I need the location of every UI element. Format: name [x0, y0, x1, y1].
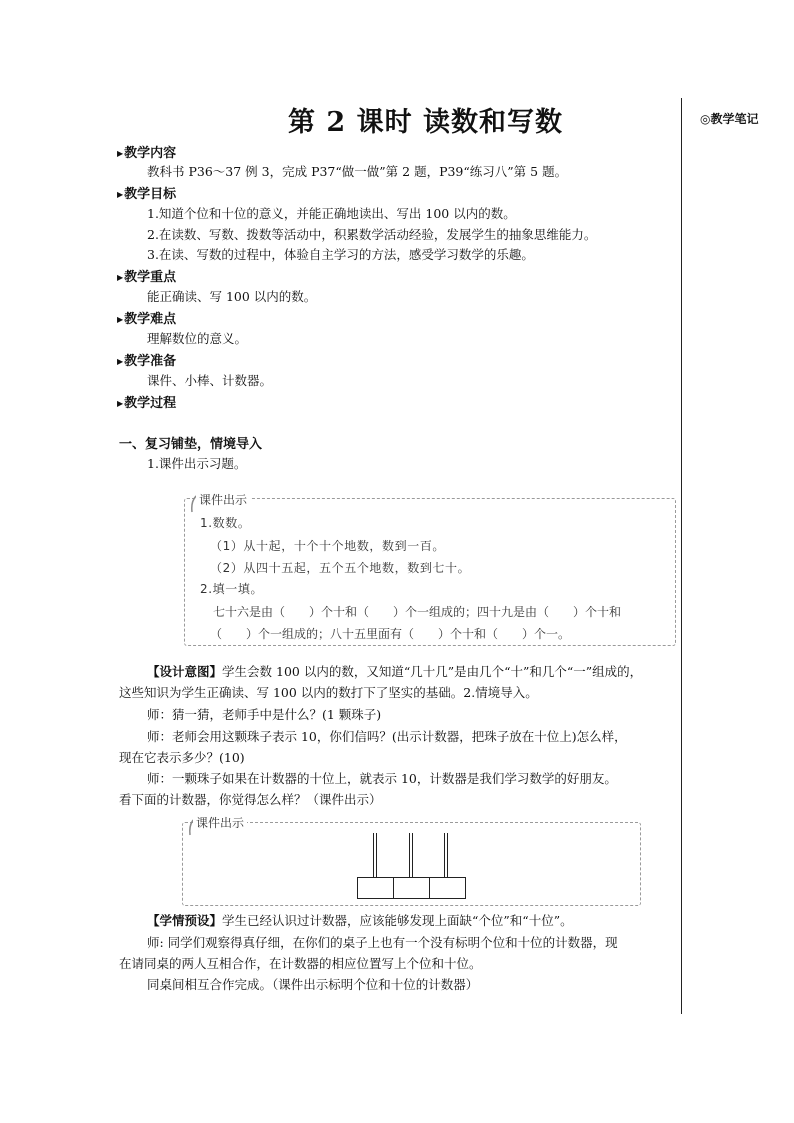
difficulty-text: 理解数位的意义。 [147, 331, 248, 346]
prediction-line: 师: 同学们观察得真仔细，在你们的桌子上也有一个没有标明个位和十位的计数器，现 [147, 935, 618, 950]
triangle-bullet-icon: ▶ [117, 356, 124, 366]
box-line: （1）从十起，十个十个地数，数到一百。 [210, 539, 446, 553]
content-text: 教科书 P36～37 例 3，完成 P37“做一做”第 2 题，P39“练习八”第 5 题。 [147, 164, 568, 179]
key-text: 能正确读、写 100 以内的数。 [147, 289, 317, 304]
design-intent-line: 这些知识为学生正确读、写 100 以内的数打下了坚实的基础。2.情境导入。 [119, 685, 538, 700]
prep-text: 课件、小棒、计数器。 [147, 373, 273, 388]
counter-rod [444, 833, 448, 878]
triangle-bullet-icon: ▶ [117, 148, 124, 158]
dialogue-line: 师：老师会用这颗珠子表示 10，你们信吗？(出示计数器，把珠子放在十位上)怎么样， [147, 729, 627, 744]
dialogue-line: 师：猜一猜，老师手中是什么？(1 颗珠子) [147, 707, 382, 722]
section-heading-goals: ▶教学目标 [117, 187, 177, 202]
dialogue-line: 现在它表示多少？(10) [119, 750, 245, 765]
design-intent-line: 【设计意图】学生会数 100 以内的数，又知道“几十几”是由几个“十”和几个“一”组成的， [147, 664, 643, 679]
dialogue-line: 师：一颗珠子如果在计数器的十位上，就表示 10，计数器是我们学习数学的好朋友。 [147, 771, 617, 786]
triangle-bullet-icon: ▶ [117, 189, 124, 199]
section-heading-content: ▶教学内容 [117, 146, 177, 161]
teaching-notes-label: ◎教学笔记 [700, 112, 759, 126]
courseware-label: 课件出示 [193, 814, 247, 831]
prediction-line: 【学情预设】学生已经认识过计数器，应该能够发现上面缺“个位”和“十位”。 [147, 913, 573, 928]
counter-cell-divider [429, 878, 430, 898]
prediction-line: 同桌间相互合作完成。（课件出示标明个位和十位的计数器） [147, 977, 479, 992]
counter-cell-divider [393, 878, 394, 898]
section-heading-process: ▶教学过程 [117, 396, 177, 411]
dialogue-line: 看下面的计数器，你觉得怎么样？（课件出示） [119, 792, 382, 807]
part1-step1: 1.课件出示习题。 [147, 456, 247, 471]
box-line: （ ）个一组成的；八十五里面有（ ）个十和（ ）个一。 [210, 627, 571, 641]
goal-item: 3.在读、写数的过程中，体验自主学习的方法，感受学习数学的乐趣。 [147, 247, 534, 262]
courseware-label: 课件出示 [196, 491, 250, 508]
margin-divider [681, 98, 682, 1014]
box-line: 1.数数。 [200, 516, 251, 530]
counter-rod [409, 833, 413, 878]
box-line: （2）从四十五起，五个五个地数，数到七十。 [210, 561, 471, 575]
triangle-bullet-icon: ▶ [117, 398, 124, 408]
abacus-counter-base [357, 877, 466, 899]
design-intent-tag: 【设计意图】 [147, 664, 223, 679]
triangle-bullet-icon: ▶ [117, 314, 124, 324]
section-heading-key: ▶教学重点 [117, 270, 177, 285]
box-line: 七十六是由（ ）个十和（ ）个一组成的；四十九是由（ ）个十和 [213, 605, 622, 619]
section-heading-prep: ▶教学准备 [117, 354, 177, 369]
part1-heading: 一、复习铺垫，情境导入 [119, 437, 263, 452]
prediction-line: 在请同桌的两人互相合作，在计数器的相应位置写上个位和十位。 [119, 956, 482, 971]
triangle-bullet-icon: ▶ [117, 272, 124, 282]
goal-item: 1.知道个位和十位的意义，并能正确地读出、写出 100 以内的数。 [147, 206, 516, 221]
goal-item: 2.在读数、写数、拨数等活动中，积累数学活动经验，发展学生的抽象思维能力。 [147, 227, 597, 242]
box-line: 2.填一填。 [200, 582, 264, 596]
page-title: 第 2 课时 读数和写数 [288, 107, 563, 138]
section-heading-difficulty: ▶教学难点 [117, 312, 177, 327]
counter-rod [373, 833, 377, 878]
prediction-tag: 【学情预设】 [147, 913, 223, 928]
